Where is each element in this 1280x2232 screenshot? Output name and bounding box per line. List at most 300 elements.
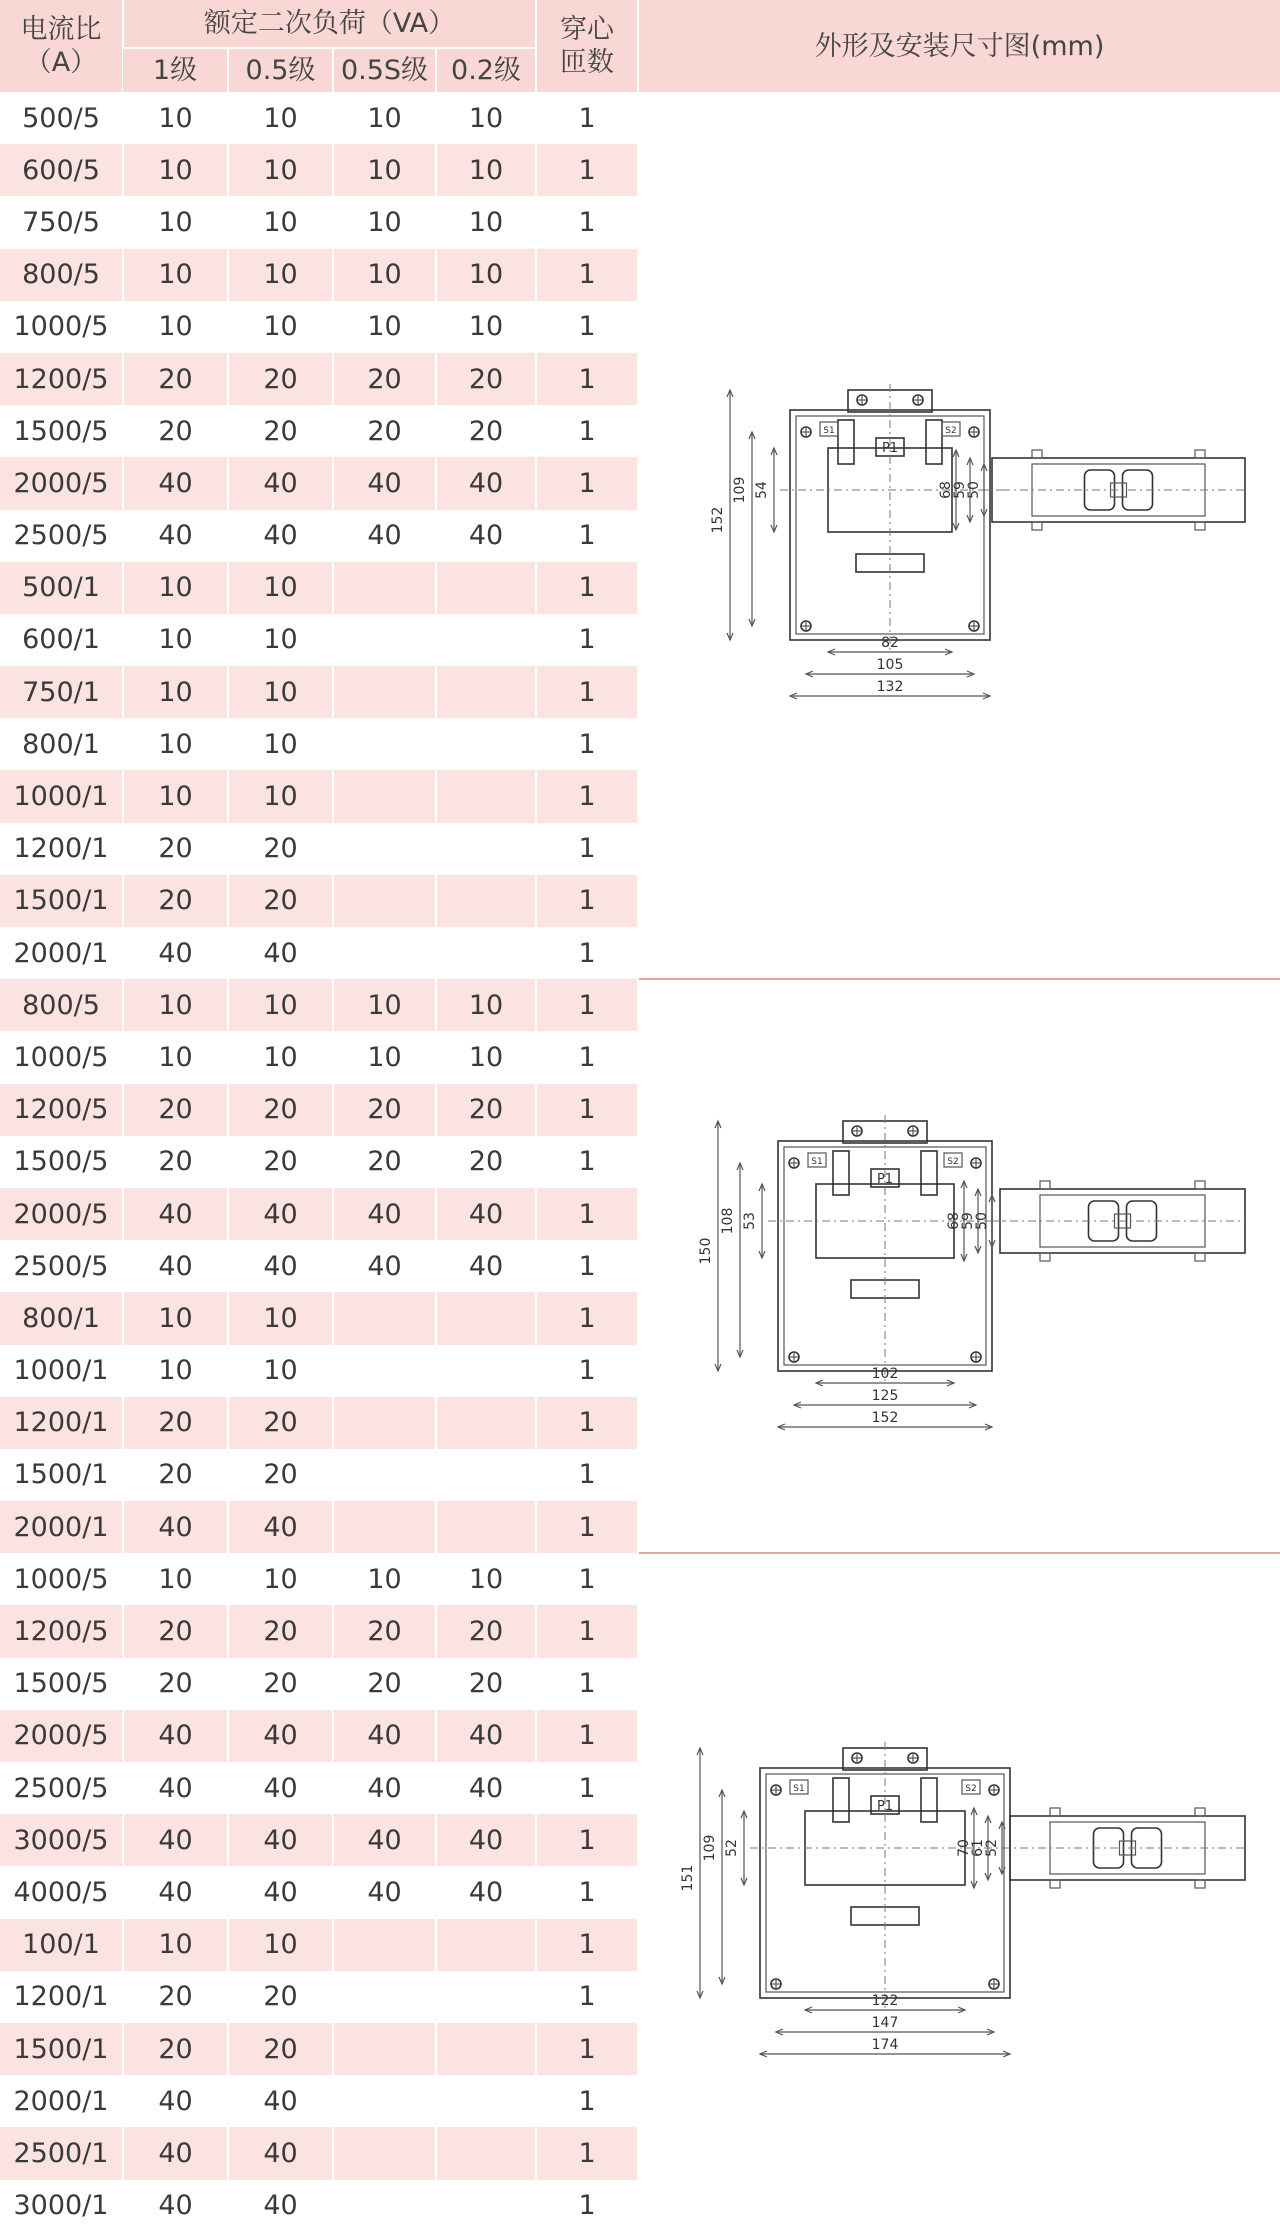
class-05s-cell: 10 xyxy=(333,249,436,301)
dim-side-inner: 50 xyxy=(965,481,982,500)
dim-side-mid: 61 xyxy=(969,1839,986,1857)
class-02-header: 0.2级 xyxy=(436,48,536,92)
class-1-cell: 40 xyxy=(123,1866,228,1918)
class-1-cell: 20 xyxy=(123,875,228,927)
class-02-cell: 40 xyxy=(436,510,536,562)
class-02-cell xyxy=(436,718,536,770)
ratio-cell: 750/1 xyxy=(0,666,123,718)
diagram-cell xyxy=(638,92,1280,979)
class-02-cell: 20 xyxy=(436,1658,536,1710)
ratio-cell: 500/5 xyxy=(0,92,123,144)
dim-width-mount: 147 xyxy=(871,2014,898,2031)
class-02-cell: 10 xyxy=(436,144,536,196)
class-05s-header: 0.5S级 xyxy=(333,48,436,92)
table-header-row xyxy=(0,0,1280,48)
turns-cell: 1 xyxy=(536,1345,638,1397)
class-02-cell xyxy=(436,666,536,718)
terminal-p1-label: P1 xyxy=(876,1172,893,1188)
turns-cell: 1 xyxy=(536,1084,638,1136)
class-05-cell: 10 xyxy=(228,1553,333,1605)
class-05-cell: 20 xyxy=(228,1658,333,1710)
class-05-cell: 10 xyxy=(228,92,333,144)
ratio-cell: 1000/5 xyxy=(0,301,123,353)
class-1-cell: 10 xyxy=(123,1031,228,1083)
turns-cell: 1 xyxy=(536,510,638,562)
turns-cell: 1 xyxy=(536,1710,638,1762)
turns-cell: 1 xyxy=(536,301,638,353)
dim-window-height: 54 xyxy=(753,481,770,500)
table-row xyxy=(0,1553,1280,1605)
class-1-cell: 20 xyxy=(123,1971,228,2023)
turns-cell: 1 xyxy=(536,92,638,144)
class-05-cell: 40 xyxy=(228,2075,333,2127)
turns-cell: 1 xyxy=(536,979,638,1031)
class-1-cell: 10 xyxy=(123,614,228,666)
class-1-cell: 10 xyxy=(123,1345,228,1397)
class-02-cell xyxy=(436,1449,536,1501)
class-05-cell: 10 xyxy=(228,196,333,248)
ratio-cell: 1500/1 xyxy=(0,875,123,927)
ratio-cell: 1000/1 xyxy=(0,1345,123,1397)
table-row xyxy=(0,979,1280,1031)
dimension-drawing xyxy=(670,1728,1250,2058)
dim-width-window: 82 xyxy=(880,635,899,652)
class-05-cell: 10 xyxy=(228,666,333,718)
class-05s-cell: 40 xyxy=(333,510,436,562)
class-05s-cell xyxy=(333,2023,436,2075)
class-02-cell xyxy=(436,1919,536,1971)
class-05s-cell xyxy=(333,1292,436,1344)
class-02-cell: 20 xyxy=(436,1136,536,1188)
class-05s-cell: 10 xyxy=(333,92,436,144)
class-02-cell xyxy=(436,614,536,666)
ratio-cell: 2000/5 xyxy=(0,1710,123,1762)
ratio-header-unit: （A） xyxy=(24,47,98,78)
class-05s-cell xyxy=(333,2127,436,2179)
class-1-cell: 10 xyxy=(123,1919,228,1971)
class-05-cell: 10 xyxy=(228,770,333,822)
class-05-cell: 40 xyxy=(228,1762,333,1814)
terminal-s1-label: S1 xyxy=(792,1783,805,1794)
class-05-cell: 20 xyxy=(228,2023,333,2075)
turns-cell: 1 xyxy=(536,823,638,875)
front-view xyxy=(710,384,1004,699)
turns-cell: 1 xyxy=(536,1449,638,1501)
class-02-cell: 10 xyxy=(436,249,536,301)
class-1-cell: 10 xyxy=(123,718,228,770)
dim-width-outer: 174 xyxy=(871,2036,898,2053)
turns-cell: 1 xyxy=(536,1501,638,1553)
class-02-cell: 10 xyxy=(436,92,536,144)
ratio-cell: 2000/1 xyxy=(0,1501,123,1553)
class-05s-cell: 40 xyxy=(333,457,436,509)
turns-header xyxy=(536,0,638,92)
ratio-cell: 2000/5 xyxy=(0,457,123,509)
class-05-cell: 20 xyxy=(228,1605,333,1657)
class-02-cell: 40 xyxy=(436,1814,536,1866)
dim-height-outer: 151 xyxy=(679,1864,696,1892)
dim-width-outer: 132 xyxy=(876,679,903,696)
class-05s-cell xyxy=(333,1449,436,1501)
diagram-cell xyxy=(638,1553,1280,2231)
class-05s-cell: 20 xyxy=(333,1658,436,1710)
class-1-cell: 10 xyxy=(123,1553,228,1605)
class-1-cell: 40 xyxy=(123,1501,228,1553)
class-02-cell: 40 xyxy=(436,1240,536,1292)
turns-cell: 1 xyxy=(536,1240,638,1292)
class-02-cell: 40 xyxy=(436,1188,536,1240)
ratio-cell: 4000/5 xyxy=(0,1866,123,1918)
turns-cell: 1 xyxy=(536,1605,638,1657)
dim-side-outer: 68 xyxy=(945,1212,962,1231)
terminal-s1-label: S1 xyxy=(822,426,835,437)
dim-side-outer: 70 xyxy=(955,1839,972,1857)
dim-width-mount: 105 xyxy=(876,657,903,674)
turns-cell: 1 xyxy=(536,353,638,405)
class-1-cell: 40 xyxy=(123,1762,228,1814)
class-05s-cell xyxy=(333,1501,436,1553)
ratio-cell: 500/1 xyxy=(0,562,123,614)
class-05-cell: 20 xyxy=(228,875,333,927)
dim-window-height: 52 xyxy=(723,1839,740,1857)
class-1-header: 1级 xyxy=(123,48,228,92)
ratio-cell: 1200/1 xyxy=(0,1971,123,2023)
ratio-cell: 2500/5 xyxy=(0,1240,123,1292)
front-view xyxy=(680,1742,1024,2057)
class-02-cell: 40 xyxy=(436,1762,536,1814)
dim-window-height: 53 xyxy=(741,1212,758,1231)
class-05-cell: 20 xyxy=(228,405,333,457)
class-05s-cell: 40 xyxy=(333,1814,436,1866)
class-02-cell xyxy=(436,875,536,927)
class-05s-cell: 10 xyxy=(333,196,436,248)
ratio-cell: 2500/5 xyxy=(0,510,123,562)
class-05-cell: 10 xyxy=(228,562,333,614)
turns-cell: 1 xyxy=(536,666,638,718)
class-05-cell: 40 xyxy=(228,1501,333,1553)
class-02-cell xyxy=(436,1397,536,1449)
ratio-cell: 1500/5 xyxy=(0,405,123,457)
ratio-cell: 1000/1 xyxy=(0,770,123,822)
turns-cell: 1 xyxy=(536,457,638,509)
ratio-cell: 600/1 xyxy=(0,614,123,666)
class-05-cell: 40 xyxy=(228,1710,333,1762)
dim-height-mount: 109 xyxy=(731,476,748,504)
class-02-cell xyxy=(436,927,536,979)
class-1-cell: 10 xyxy=(123,1292,228,1344)
class-05s-cell: 40 xyxy=(333,1710,436,1762)
dim-width-outer: 152 xyxy=(871,1410,898,1427)
class-05-cell: 10 xyxy=(228,249,333,301)
class-1-cell: 10 xyxy=(123,770,228,822)
turns-cell: 1 xyxy=(536,144,638,196)
class-05s-cell xyxy=(333,1345,436,1397)
class-1-cell: 20 xyxy=(123,1397,228,1449)
dim-width-window: 102 xyxy=(871,1366,898,1383)
terminal-s1-label: S1 xyxy=(810,1157,823,1168)
turns-cell: 1 xyxy=(536,196,638,248)
class-05s-cell: 20 xyxy=(333,1136,436,1188)
class-05s-cell xyxy=(333,666,436,718)
class-05s-cell: 20 xyxy=(333,1605,436,1657)
class-1-cell: 40 xyxy=(123,927,228,979)
turns-cell: 1 xyxy=(536,249,638,301)
class-05s-cell: 40 xyxy=(333,1240,436,1292)
ratio-cell: 1200/5 xyxy=(0,1084,123,1136)
ratio-cell: 2500/1 xyxy=(0,2127,123,2179)
class-05-cell: 20 xyxy=(228,353,333,405)
dim-side-mid: 59 xyxy=(951,481,968,500)
front-view xyxy=(698,1115,1006,1430)
turns-cell: 1 xyxy=(536,1397,638,1449)
turns-cell: 1 xyxy=(536,2180,638,2232)
dimension-drawing xyxy=(670,1101,1250,1431)
ratio-cell: 1500/1 xyxy=(0,1449,123,1501)
class-1-cell: 20 xyxy=(123,1449,228,1501)
class-05s-cell xyxy=(333,823,436,875)
ratio-cell: 750/5 xyxy=(0,196,123,248)
class-05-cell: 20 xyxy=(228,1136,333,1188)
ratio-cell: 1000/5 xyxy=(0,1553,123,1605)
class-02-cell xyxy=(436,2023,536,2075)
class-05-cell: 40 xyxy=(228,1240,333,1292)
class-02-cell: 10 xyxy=(436,979,536,1031)
class-1-cell: 20 xyxy=(123,405,228,457)
class-1-cell: 20 xyxy=(123,353,228,405)
class-05s-cell xyxy=(333,875,436,927)
class-1-cell: 40 xyxy=(123,1814,228,1866)
turns-cell: 1 xyxy=(536,875,638,927)
ratio-header xyxy=(0,0,123,92)
class-02-cell: 40 xyxy=(436,1710,536,1762)
turns-cell: 1 xyxy=(536,1919,638,1971)
class-02-cell: 10 xyxy=(436,301,536,353)
class-05s-cell xyxy=(333,927,436,979)
ratio-cell: 2500/5 xyxy=(0,1762,123,1814)
class-1-cell: 20 xyxy=(123,823,228,875)
burden-header: 额定二次负荷（VA） xyxy=(123,0,536,48)
class-02-cell xyxy=(436,1971,536,2023)
class-1-cell: 20 xyxy=(123,2023,228,2075)
class-1-cell: 40 xyxy=(123,1710,228,1762)
dim-height-mount: 108 xyxy=(719,1207,736,1235)
class-1-cell: 40 xyxy=(123,2075,228,2127)
class-05-cell: 40 xyxy=(228,1866,333,1918)
class-1-cell: 40 xyxy=(123,457,228,509)
class-1-cell: 40 xyxy=(123,510,228,562)
diagram-cell xyxy=(638,979,1280,1553)
class-02-cell: 40 xyxy=(436,457,536,509)
ratio-cell: 1500/5 xyxy=(0,1136,123,1188)
turns-cell: 1 xyxy=(536,770,638,822)
turns-cell: 1 xyxy=(536,1031,638,1083)
class-05-cell: 20 xyxy=(228,1971,333,2023)
dim-width-window: 122 xyxy=(871,1992,898,2009)
class-05-cell: 40 xyxy=(228,510,333,562)
turns-cell: 1 xyxy=(536,1814,638,1866)
class-05-cell: 10 xyxy=(228,301,333,353)
class-05s-cell: 10 xyxy=(333,301,436,353)
class-05s-cell xyxy=(333,718,436,770)
class-05s-cell xyxy=(333,562,436,614)
class-05-cell: 10 xyxy=(228,1345,333,1397)
class-1-cell: 20 xyxy=(123,1605,228,1657)
class-1-cell: 20 xyxy=(123,1084,228,1136)
class-02-cell xyxy=(436,2127,536,2179)
class-05s-cell xyxy=(333,1397,436,1449)
ratio-header-label: 电流比 xyxy=(20,14,102,45)
turns-cell: 1 xyxy=(536,1762,638,1814)
class-1-cell: 10 xyxy=(123,562,228,614)
dim-height-mount: 109 xyxy=(701,1834,718,1862)
class-05-cell: 20 xyxy=(228,1397,333,1449)
class-02-cell: 10 xyxy=(436,1553,536,1605)
dimension-drawing xyxy=(670,370,1250,700)
ratio-cell: 1500/5 xyxy=(0,1658,123,1710)
class-02-cell: 20 xyxy=(436,353,536,405)
class-1-cell: 10 xyxy=(123,301,228,353)
turns-cell: 1 xyxy=(536,562,638,614)
class-05s-cell xyxy=(333,2075,436,2127)
class-05s-cell xyxy=(333,614,436,666)
class-05-cell: 40 xyxy=(228,2180,333,2232)
side-view xyxy=(956,1808,1245,1888)
dim-side-inner: 50 xyxy=(973,1212,990,1231)
turns-cell: 1 xyxy=(536,2127,638,2179)
terminal-s2-label: S2 xyxy=(964,1783,977,1794)
class-05s-cell: 10 xyxy=(333,1031,436,1083)
class-05-cell: 10 xyxy=(228,1031,333,1083)
ratio-cell: 3000/5 xyxy=(0,1814,123,1866)
ratio-cell: 100/1 xyxy=(0,1919,123,1971)
class-1-cell: 10 xyxy=(123,249,228,301)
class-05-cell: 10 xyxy=(228,1292,333,1344)
class-05s-cell: 40 xyxy=(333,1188,436,1240)
class-05s-cell xyxy=(333,1971,436,2023)
class-05-cell: 10 xyxy=(228,614,333,666)
class-1-cell: 10 xyxy=(123,144,228,196)
ratio-cell: 1200/1 xyxy=(0,1397,123,1449)
class-05s-cell: 10 xyxy=(333,144,436,196)
class-1-cell: 40 xyxy=(123,2180,228,2232)
class-1-cell: 10 xyxy=(123,979,228,1031)
dim-height-outer: 150 xyxy=(697,1237,714,1265)
class-05-cell: 40 xyxy=(228,1188,333,1240)
turns-cell: 1 xyxy=(536,1866,638,1918)
class-05-cell: 20 xyxy=(228,1084,333,1136)
class-05-cell: 10 xyxy=(228,1919,333,1971)
class-02-cell xyxy=(436,2075,536,2127)
turns-cell: 1 xyxy=(536,2075,638,2127)
class-05s-cell: 10 xyxy=(333,1553,436,1605)
class-05-cell: 40 xyxy=(228,457,333,509)
dim-side-inner: 52 xyxy=(983,1839,1000,1857)
turns-cell: 1 xyxy=(536,1971,638,2023)
class-1-cell: 40 xyxy=(123,1240,228,1292)
class-02-cell xyxy=(436,770,536,822)
class-05-header: 0.5级 xyxy=(228,48,333,92)
turns-cell: 1 xyxy=(536,927,638,979)
class-02-cell xyxy=(436,1345,536,1397)
class-02-cell: 20 xyxy=(436,1605,536,1657)
turns-cell: 1 xyxy=(536,2023,638,2075)
dim-width-mount: 125 xyxy=(871,1388,898,1405)
turns-cell: 1 xyxy=(536,1553,638,1605)
turns-cell: 1 xyxy=(536,1136,638,1188)
class-05s-cell xyxy=(333,1919,436,1971)
ratio-cell: 2000/5 xyxy=(0,1188,123,1240)
class-05-cell: 40 xyxy=(228,927,333,979)
ratio-cell: 1200/1 xyxy=(0,823,123,875)
terminal-p1-label: P1 xyxy=(881,441,898,457)
class-02-cell xyxy=(436,823,536,875)
ratio-cell: 1200/5 xyxy=(0,353,123,405)
class-05s-cell: 40 xyxy=(333,1762,436,1814)
class-05-cell: 10 xyxy=(228,979,333,1031)
ratio-cell: 800/5 xyxy=(0,979,123,1031)
class-02-cell: 10 xyxy=(436,1031,536,1083)
turns-header-line2: 匝数 xyxy=(560,47,615,78)
class-05s-cell: 20 xyxy=(333,1084,436,1136)
class-02-cell: 40 xyxy=(436,1866,536,1918)
ratio-cell: 1500/1 xyxy=(0,2023,123,2075)
class-05-cell: 10 xyxy=(228,718,333,770)
class-1-cell: 40 xyxy=(123,2127,228,2179)
turns-cell: 1 xyxy=(536,718,638,770)
terminal-s2-label: S2 xyxy=(946,1157,959,1168)
class-02-cell: 20 xyxy=(436,405,536,457)
dim-height-outer: 152 xyxy=(709,506,726,534)
ratio-cell: 1000/5 xyxy=(0,1031,123,1083)
ratio-cell: 600/5 xyxy=(0,144,123,196)
class-05-cell: 40 xyxy=(228,2127,333,2179)
dim-side-outer: 68 xyxy=(937,481,954,500)
class-1-cell: 10 xyxy=(123,666,228,718)
ratio-cell: 800/1 xyxy=(0,1292,123,1344)
class-02-cell xyxy=(436,1501,536,1553)
class-05s-cell: 10 xyxy=(333,979,436,1031)
turns-header-line1: 穿心 xyxy=(560,14,615,45)
table-row xyxy=(0,92,1280,144)
terminal-s2-label: S2 xyxy=(944,426,957,437)
turns-cell: 1 xyxy=(536,1188,638,1240)
turns-cell: 1 xyxy=(536,405,638,457)
class-05-cell: 20 xyxy=(228,1449,333,1501)
turns-cell: 1 xyxy=(536,614,638,666)
ratio-cell: 1200/5 xyxy=(0,1605,123,1657)
class-02-cell xyxy=(436,562,536,614)
ratio-cell: 800/1 xyxy=(0,718,123,770)
dim-side-mid: 59 xyxy=(959,1212,976,1231)
class-1-cell: 10 xyxy=(123,196,228,248)
turns-cell: 1 xyxy=(536,1292,638,1344)
terminal-p1-label: P1 xyxy=(876,1798,893,1814)
class-1-cell: 20 xyxy=(123,1658,228,1710)
class-1-cell: 20 xyxy=(123,1136,228,1188)
class-02-cell: 20 xyxy=(436,1084,536,1136)
class-05-cell: 20 xyxy=(228,823,333,875)
ratio-cell: 3000/1 xyxy=(0,2180,123,2232)
turns-cell: 1 xyxy=(536,1658,638,1710)
class-1-cell: 10 xyxy=(123,92,228,144)
class-02-cell: 10 xyxy=(436,196,536,248)
diagram-header: 外形及安装尺寸图(mm) xyxy=(638,0,1280,92)
class-05s-cell xyxy=(333,770,436,822)
ratio-cell: 2000/1 xyxy=(0,927,123,979)
ratio-cell: 2000/1 xyxy=(0,2075,123,2127)
class-05s-cell: 20 xyxy=(333,353,436,405)
class-05-cell: 40 xyxy=(228,1814,333,1866)
